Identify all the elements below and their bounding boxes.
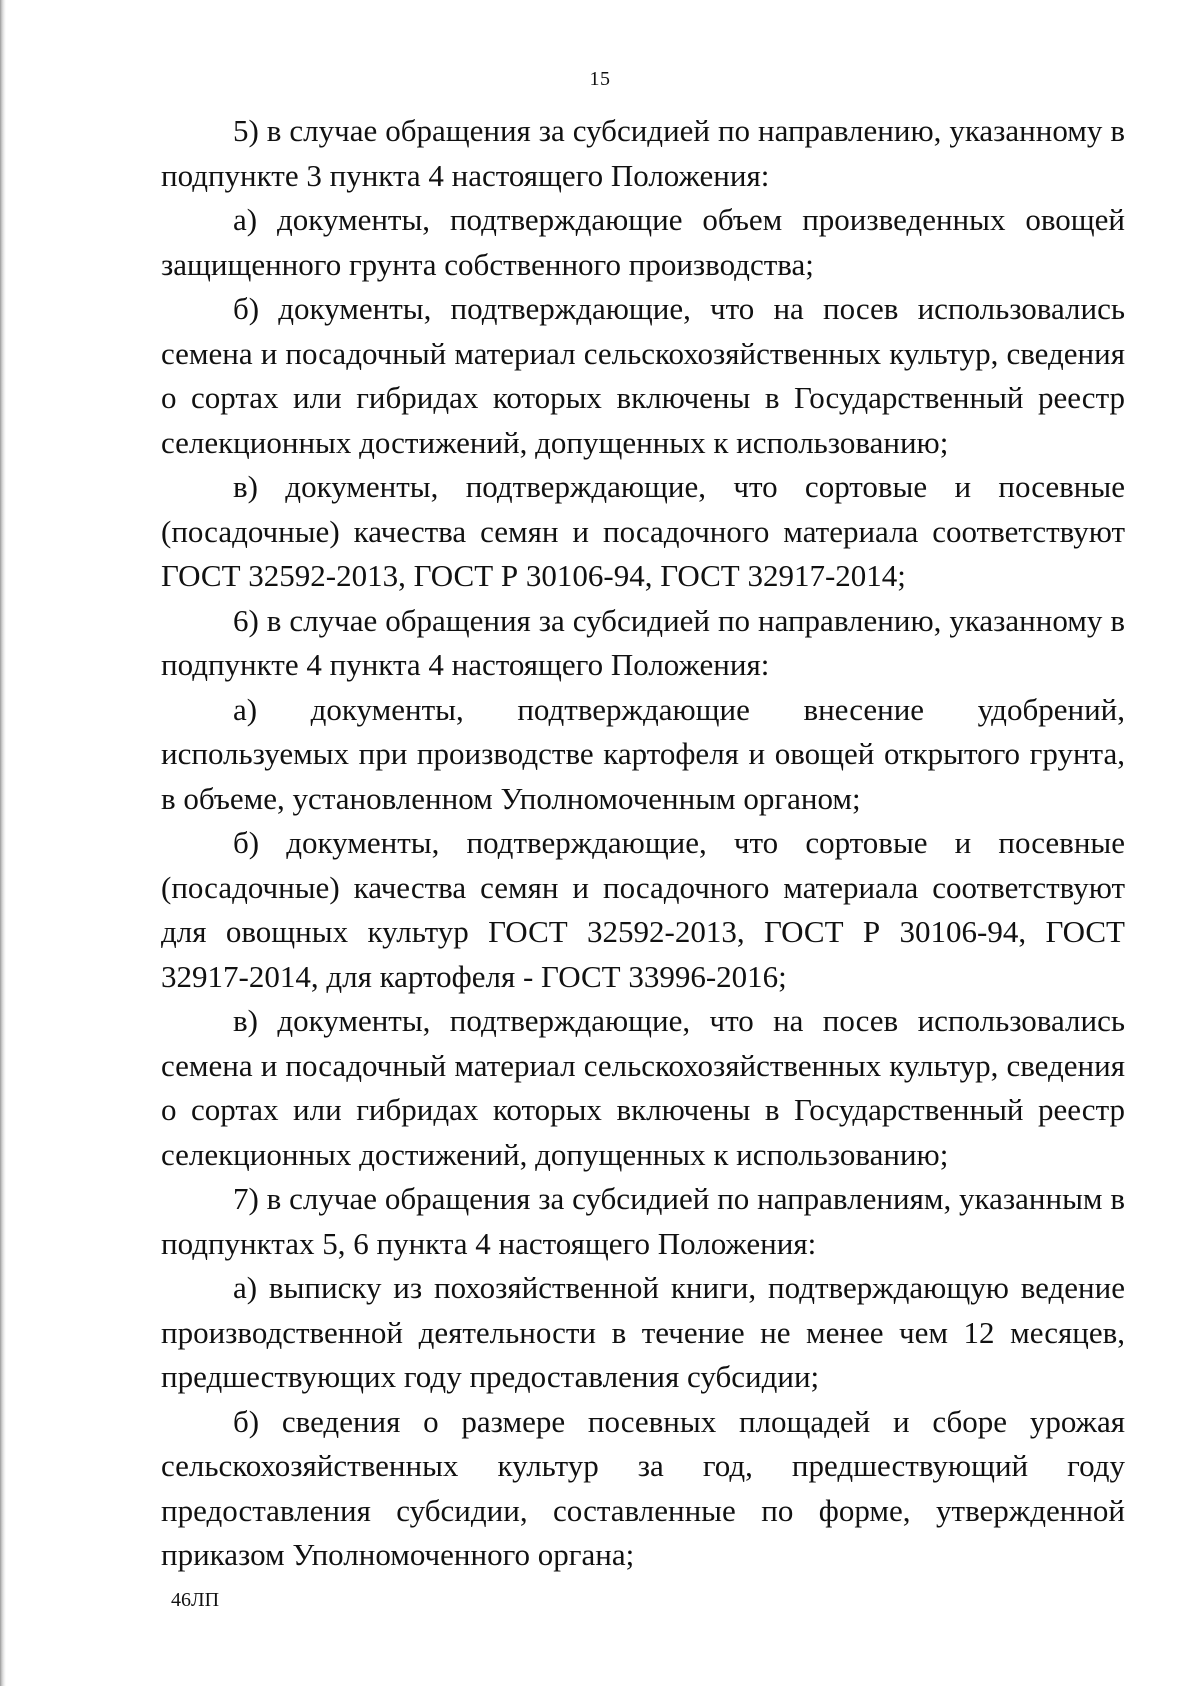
- paragraph-6v: в) документы, подтверждающие, что на посев использовались семена и посадочный материал сельскохозяйственных культур, сведения о сортах или гибридах которых включены в Государственный реестр селекционных достижений, допущенных к использованию;: [161, 1003, 1125, 1172]
- paragraph-5b: б) документы, подтверждающие, что на посев использовались семена и посадочный материал сельскохозяйственных культур, сведения о сортах или гибридах которых включены в Государственный реестр селекционных достижений, допущенных к использованию;: [161, 291, 1125, 460]
- paragraph-7: 7) в случае обращения за субсидией по направлениям, указанным в подпунктах 5, 6 пункта 4 настоящего Положения:: [161, 1181, 1125, 1261]
- paragraph-6b: б) документы, подтверждающие, что сортовые и посевные (посадочные) качества семян и посадочного материала соответствуют для овощных культур ГОСТ 32592-2013, ГОСТ Р 30106-94, ГОСТ 32917-2014, для картофеля - ГОСТ 33996-2016;: [161, 825, 1125, 994]
- paragraph-6: 6) в случае обращения за субсидией по направлению, указанному в подпункте 4 пункта 4 настоящего Положения:: [161, 602, 1125, 682]
- paragraph-7b: б) сведения о размере посевных площадей и сборе урожая сельскохозяйственных культур за год, предшествующий году предоставления субсидии, составленные по форме, утвержденной приказом Уполномоченного органа;: [161, 1403, 1125, 1572]
- scan-edge: [0, 0, 6, 1686]
- paragraph-6a: а) документы, подтверждающие внесение удобрений, используемых при производстве картофеля и овощей открытого грунта, в объеме, установленном Уполномоченным органом;: [161, 691, 1125, 816]
- paragraph-5v: в) документы, подтверждающие, что сортовые и посевные (посадочные) качества семян и посадочного материала соответствуют ГОСТ 32592-2013, ГОСТ Р 30106-94, ГОСТ 32917-2014;: [161, 469, 1125, 593]
- footer-code: 46ЛП: [171, 1589, 220, 1611]
- paragraph-7a: а) выписку из похозяйственной книги, подтверждающую ведение производственной деятельности в течение не менее чем 12 месяцев, предшествующих году предоставления субсидии;: [161, 1270, 1125, 1394]
- document-body: [161, 109, 1125, 1578]
- paragraph-5a: а) документы, подтверждающие объем произведенных овощей защищенного грунта собственного производства;: [161, 202, 1125, 282]
- page-number: 15: [589, 68, 611, 90]
- paragraph-5: 5) в случае обращения за субсидией по направлению, указанному в подпункте 3 пункта 4 настоящего Положения:: [161, 113, 1125, 193]
